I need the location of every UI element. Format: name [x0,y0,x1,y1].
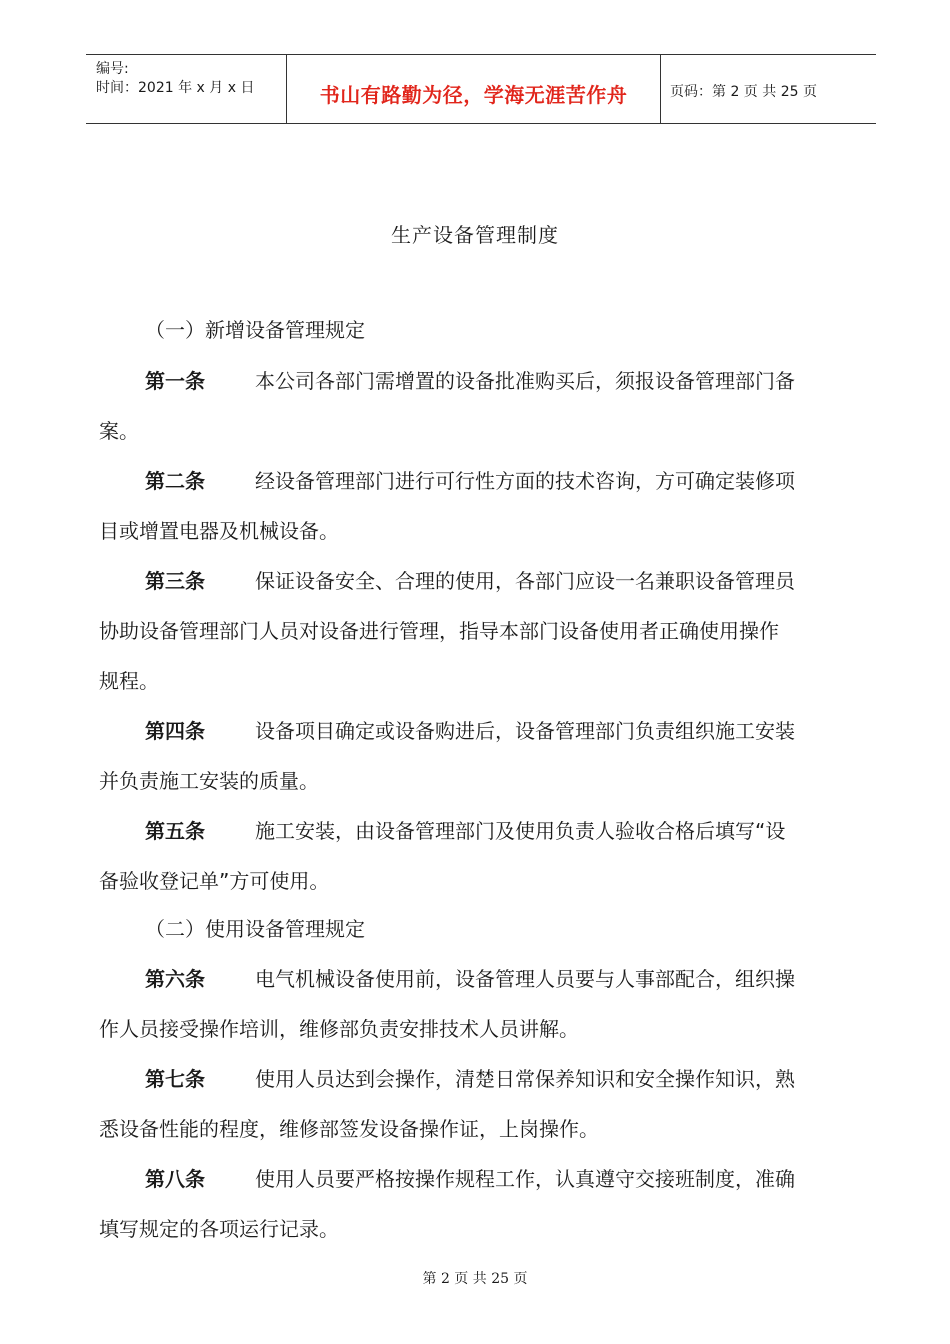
section-heading: （一）新增设备管理规定 [145,318,365,342]
header-table [86,54,876,124]
article-label: 第四条 [145,719,205,743]
article-continuation: 目或增置电器及机械设备。 [99,519,339,543]
article-continuation: 协助设备管理部门人员对设备进行管理，指导本部门设备使用者正确使用操作 [99,619,779,643]
article-label: 第五条 [145,819,205,843]
header-motto: 书山有路勤为径，学海无涯苦作舟 [319,83,628,107]
article-label: 第三条 [145,569,205,593]
article-label: 第二条 [145,469,205,493]
article-line: 使用人员达到会操作，清楚日常保养知识和安全操作知识，熟 [255,1067,795,1091]
header-page-label: 页码：第 2 页 共 25 页 [670,84,817,100]
article-continuation: 并负责施工安装的质量。 [99,769,319,793]
section-heading: （二）使用设备管理规定 [145,917,365,941]
article [145,1064,795,1094]
article-line: 本公司各部门需增置的设备批准购买后，须报设备管理部门备 [255,369,795,393]
article-line: 设备项目确定或设备购进后，设备管理部门负责组织施工安装 [255,719,795,743]
doc-number-label: 编号: [96,61,129,77]
article-line: 使用人员要严格按操作规程工作，认真遵守交接班制度，准确 [255,1167,795,1191]
article-continuation: 备验收登记单”方可使用。 [99,869,330,893]
header-page-cell [660,55,876,123]
article-label: 第八条 [145,1167,205,1191]
article-continuation: 作人员接受操作培训，维修部负责安排技术人员讲解。 [99,1017,579,1041]
header-meta-cell [86,55,286,123]
header-motto-cell [286,55,661,123]
article [145,1164,795,1194]
article [145,366,795,396]
page-footer: 第 2 页 共 25 页 [422,1271,528,1287]
article-continuation: 案。 [99,419,139,443]
doc-time-label: 时间：2021 年 x 月 x 日 [96,80,255,96]
article-line: 施工安装，由设备管理部门及使用负责人验收合格后填写“设 [255,819,786,843]
article-line: 电气机械设备使用前，设备管理人员要与人事部配合，组织操 [255,967,795,991]
article-label: 第七条 [145,1067,205,1091]
article [145,466,795,496]
article-label: 第一条 [145,369,205,393]
article [145,566,795,596]
article-line: 保证设备安全、合理的使用，各部门应设一名兼职设备管理员 [255,569,795,593]
article-continuation: 悉设备性能的程度，维修部签发设备操作证，上岗操作。 [99,1117,599,1141]
article-continuation: 填写规定的各项运行记录。 [99,1217,339,1241]
article [145,816,785,846]
article-continuation: 规程。 [99,669,159,693]
article-line: 经设备管理部门进行可行性方面的技术咨询，方可确定装修项 [255,469,795,493]
document-title: 生产设备管理制度 [391,223,559,247]
article [145,716,795,746]
article-label: 第六条 [145,967,205,991]
article [145,964,795,994]
